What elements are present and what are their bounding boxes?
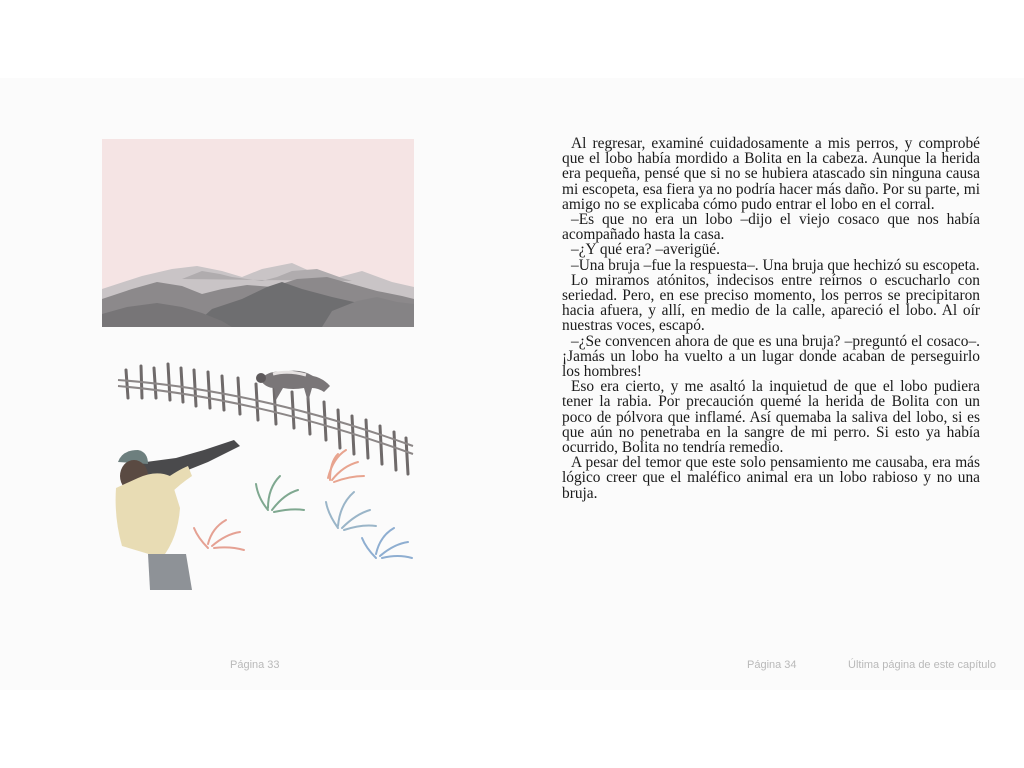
paragraph: –¿Se convencen ahora de que es una bruja? –preguntó el cosaco–. ¡Jamás un lobo ha vuelto a un lugar donde acaban de perseguirlo los hombres! [562,332,980,381]
mountain-illustration [102,139,414,327]
hunter-wolf-illustration [108,358,418,590]
left-page-number: Página 33 [230,659,280,671]
right-page [512,78,1024,690]
left-page [0,78,512,690]
page-text [562,136,980,501]
paragraph: Eso era cierto, y me asaltó la inquietud de que el lobo pudiera tener la rabia. Por precaución quemé la herida de Bolita con un poco de pólvora que inflamé. Así quemaba la saliva del lobo, si es que aún no penetraba en la sangre de mi perro. Si esto ya había ocurrido, Bolita no tendría remedio. [562,378,980,457]
hunter-figure [116,440,240,590]
paragraph: –¿Y qué era? –averigüé. [571,241,720,259]
paragraph: A pesar del temor que este solo pensamiento me causaba, era más lógico creer que el maléfico animal era un lobo rabioso y no una bruja. [562,454,980,502]
book-spread [0,78,1024,690]
right-page-number: Página 34 [747,659,797,671]
chapter-end-note[interactable]: Última página de este capítulo [848,659,996,671]
paragraph: Lo miramos atónitos, indecisos entre reírnos o escucharlo con seriedad. Pero, en ese preciso momento, los perros se precipitaron hacia afuera, y allí, en medio de la calle, apareció el lobo. Al oír nuestras voces, escapó. [562,271,980,335]
paragraph: –Es que no era un lobo –dijo el viejo cosaco que nos había acompañado hasta la casa. [562,211,980,244]
paragraph: Al regresar, examiné cuidadosamente a mis perros, y comprobé que el lobo había mordido a Bolita en la cabeza. Aunque la herida era pequeña, pensé que si no se hubiera atascado sin ninguna causa mi escopeta, esa fiera ya no podría hacer más daño. Por su parte, mi amigo no se explicaba cómo pudo entrar el lobo en el corral. [562,135,980,213]
paragraph: –Una bruja –fue la respuesta–. Una bruja que hechizó su escopeta. [571,256,980,274]
